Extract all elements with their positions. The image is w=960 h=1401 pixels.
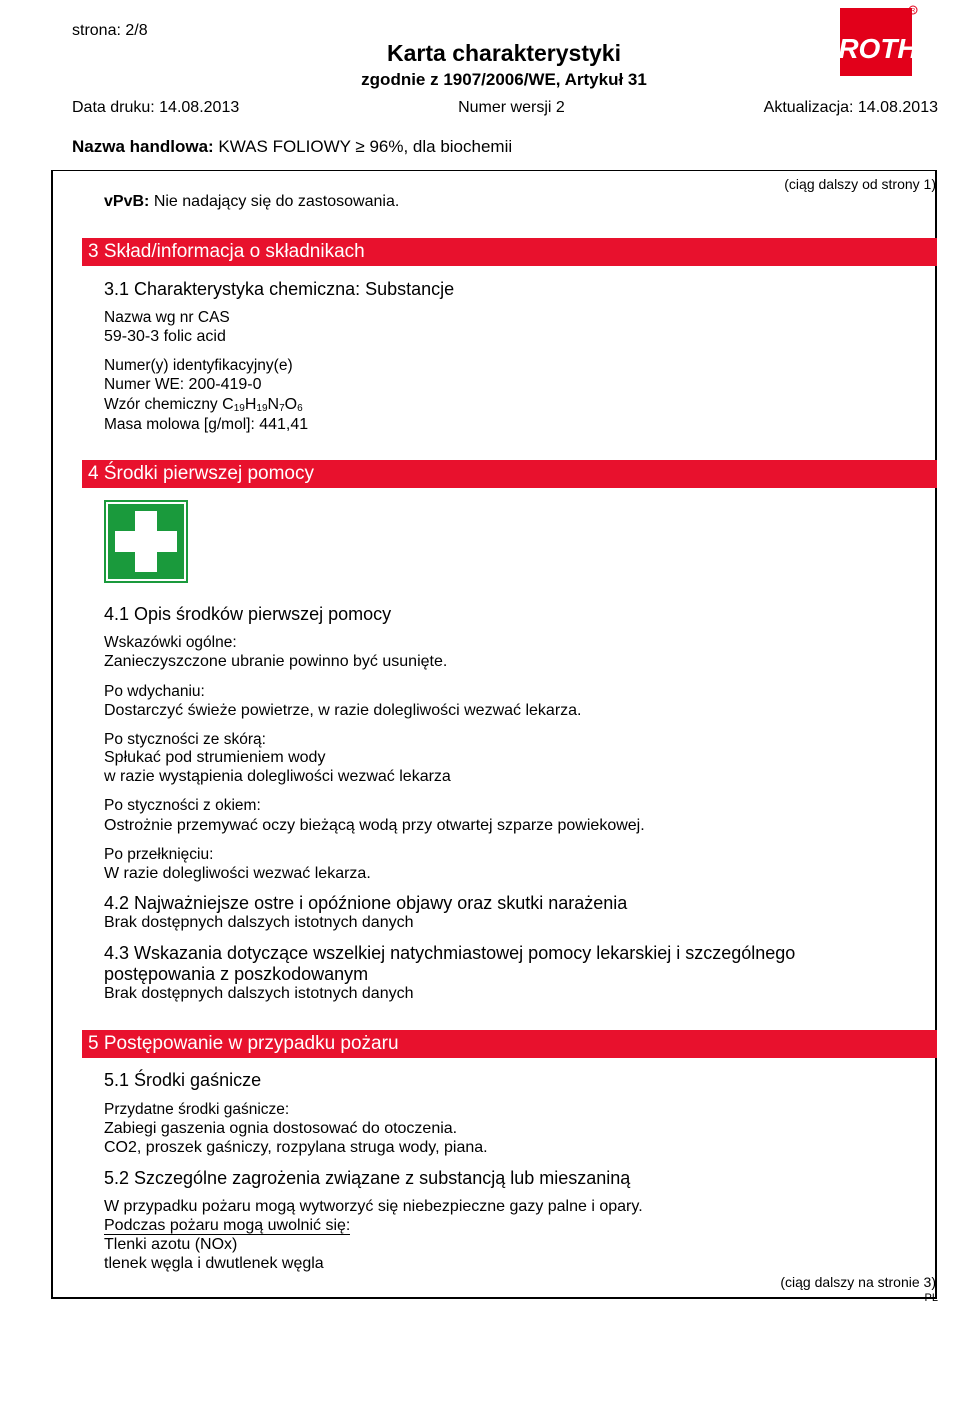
trade-name-label: Nazwa handlowa:: [72, 137, 214, 156]
update-date: Aktualizacja: 14.08.2013: [763, 99, 938, 116]
section-3-1-title: 3.1 Charakterystyka chemiczna: Substancje: [104, 279, 455, 299]
formula-label: Wzór chemiczny: [104, 396, 218, 413]
identifiers-label: Numer(y) identyfikacyjny(e): [104, 357, 293, 374]
section-4-header: 4 Środki pierwszej pomocy: [82, 460, 937, 488]
molar-mass-label: Masa molowa [g/mol]:: [104, 416, 255, 433]
section-5-2-text-4: tlenek węgla i dwutlenek węgla: [104, 1255, 324, 1272]
eye-contact-text: Ostrożnie przemywać oczy bieżącą wodą przy otwartej szparze powiekowej.: [104, 817, 645, 834]
inhalation-label: Po wdychaniu:: [104, 683, 205, 700]
molar-mass-value: 441,41: [259, 416, 309, 433]
svg-text:ROTH: ROTH: [838, 33, 918, 64]
section-4-2-title: 4.2 Najważniejsze ostre i opóźnione objawy oraz skutki narażenia: [104, 893, 628, 913]
section-5-2-text-1: W przypadku pożaru mogą wytworzyć się niebezpieczne gazy palne i opary.: [104, 1198, 643, 1215]
page-number: strona: 2/8: [72, 22, 148, 39]
section-4-3-title-line-2: postępowania z poszkodowanym: [104, 964, 369, 984]
ec-number: [104, 376, 262, 394]
first-aid-icon: [104, 500, 188, 583]
suitable-media-text-2: CO2, proszek gaśniczy, rozpylana struga wody, piana.: [104, 1139, 488, 1156]
ingestion-label: Po przełknięciu:: [104, 846, 214, 863]
cas-label: Nazwa wg nr CAS: [104, 309, 230, 326]
chemical-formula: [104, 396, 303, 414]
document-subtitle: zgodnie z 1907/2006/WE, Artykuł 31: [361, 70, 647, 89]
suitable-media-text-1: Zabiegi gaszenia ognia dostosować do otoczenia.: [104, 1120, 458, 1137]
language-code: PL: [924, 1292, 938, 1304]
general-advice-text: Zanieczyszczone ubranie powinno być usunięte.: [104, 653, 448, 670]
trade-name-value: KWAS FOLIOWY ≥ 96%, dla biochemii: [218, 137, 513, 156]
section-5-2-text-2: [104, 1217, 350, 1235]
cas-value: 59-30-3 folic acid: [104, 328, 226, 345]
vpvb-label: vPvB:: [104, 193, 150, 210]
inhalation-text: Dostarczyć świeże powietrze, w razie dolegliwości wezwać lekarza.: [104, 702, 582, 719]
trade-name: [72, 137, 512, 157]
formula-value: $C_{19}H_{19}N_7O_6$: [222, 396, 303, 414]
document-title: Karta charakterystyki: [387, 40, 621, 66]
eye-contact-label: Po styczności z okiem:: [104, 797, 261, 814]
vpvb-value: Nie nadający się do zastosowania.: [153, 193, 400, 210]
section-5-header: 5 Postępowanie w przypadku pożaru: [82, 1030, 937, 1058]
skin-contact-text-2: w razie wystąpienia dolegliwości wezwać lekarza: [104, 768, 451, 785]
section-4-3-text: Brak dostępnych dalszych istotnych danych: [104, 985, 414, 1002]
skin-contact-text-1: Spłukać pod strumieniem wody: [104, 749, 326, 766]
svg-text:R: R: [910, 8, 916, 15]
skin-contact-label: Po styczności ze skórą:: [104, 731, 266, 748]
ec-label: Numer WE:: [104, 376, 185, 393]
section-4-3-title-line-1: 4.3 Wskazania dotyczące wszelkiej natychmiastowej pomocy lekarskiej i szczególnego: [104, 943, 796, 963]
released-label: Podczas pożaru mogą uwolnić się:: [104, 1217, 351, 1234]
continued-from: (ciąg dalszy od strony 1): [784, 176, 936, 192]
general-advice-label: Wskazówki ogólne:: [104, 634, 237, 651]
header-meta-row: [72, 99, 938, 117]
version-number: Numer wersji 2: [458, 99, 565, 116]
vpvb-line: [104, 193, 399, 211]
ec-value: 200-419-0: [188, 376, 262, 393]
ingestion-text: W razie dolegliwości wezwać lekarza.: [104, 865, 371, 882]
molar-mass: [104, 416, 308, 434]
print-date: Data druku: 14.08.2013: [72, 99, 240, 116]
section-5-2-title: 5.2 Szczególne zagrożenia związane z substancją lub mieszaniną: [104, 1168, 631, 1188]
section-5-2-text-3: Tlenki azotu (NOx): [104, 1236, 238, 1253]
roth-logo: [830, 4, 918, 80]
section-4-1-title: 4.1 Opis środków pierwszej pomocy: [104, 604, 392, 624]
continued-to: (ciąg dalszy na stronie 3): [780, 1274, 936, 1290]
section-3-header: 3 Skład/informacja o składnikach: [82, 238, 937, 266]
suitable-media-label: Przydatne środki gaśnicze:: [104, 1101, 290, 1118]
section-5-1-title: 5.1 Środki gaśnicze: [104, 1070, 262, 1090]
section-4-2-text: Brak dostępnych dalszych istotnych danych: [104, 914, 414, 931]
